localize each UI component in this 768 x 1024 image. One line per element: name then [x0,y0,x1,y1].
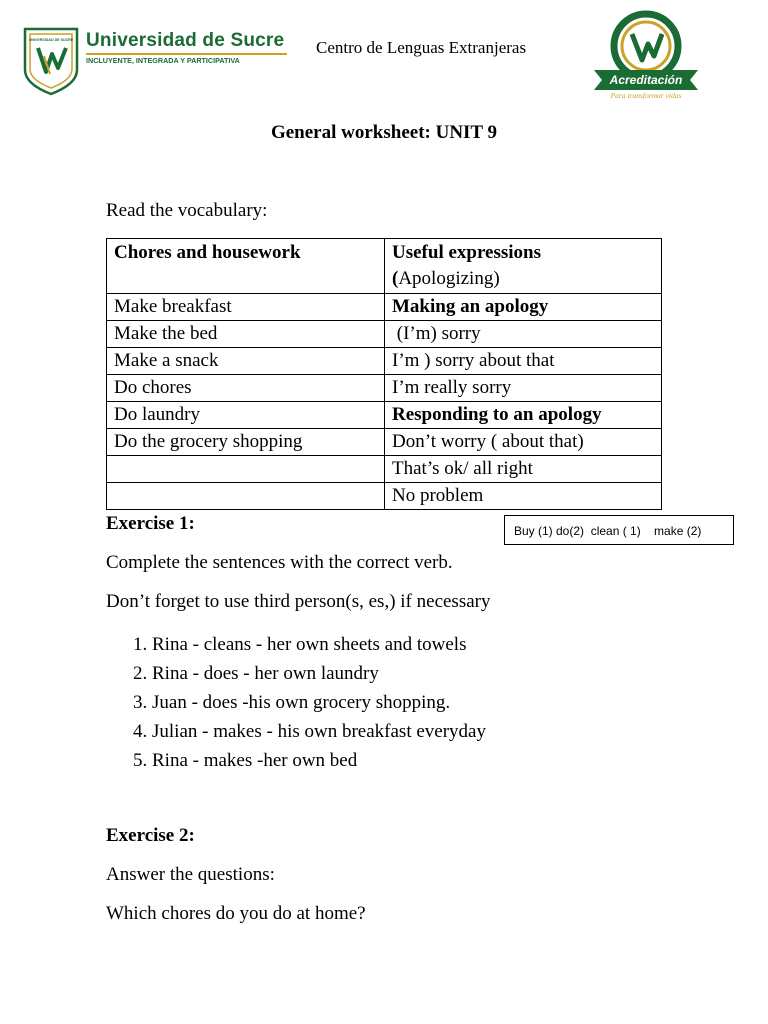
table-row [107,483,662,510]
word-bank-box: Buy (1) do(2) clean ( 1) make (2) [504,515,734,545]
expressions-header-sub: Apologizing) [398,268,500,289]
header-divider [86,53,287,55]
accreditation-text: Acreditación [609,73,683,87]
chore-cell [107,483,385,510]
column-header-expressions [385,239,662,294]
chore-cell: Make the bed [107,321,385,348]
exercise1-title: Exercise 1: [106,513,195,534]
university-name: Universidad de Sucre [86,30,285,51]
table-row [107,375,662,402]
list-item: 4. Julian - makes - his own breakfast everyday [152,717,486,746]
exercise1-note: Don’t forget to use third person(s, es,) if necessary [106,591,491,612]
accreditation-subtext: Para transformar vidas [610,91,682,100]
university-slogan: INCLUYENTE, INTEGRADA Y PARTICIPATIVA [86,56,240,65]
expression-cell: Don’t worry ( about that) [385,429,662,456]
expression-cell: (I’m) sorry [385,321,662,348]
worksheet-title: General worksheet: UNIT 9 [270,122,498,143]
exercise1-instruction: Complete the sentences with the correct verb. [106,552,453,573]
table-row [107,294,662,321]
table-row [107,321,662,348]
list-item: 5. Rina - makes -her own bed [152,746,486,775]
expression-cell: Making an apology [385,294,662,321]
table-row [107,429,662,456]
expression-cell: No problem [385,483,662,510]
column-header-chores: Chores and housework [107,239,385,294]
department-name: Centro de Lenguas Extranjeras [316,38,527,57]
exercise2-title: Exercise 2: [106,825,195,846]
exercise2-question: Which chores do you do at home? [106,903,366,924]
expressions-header-bold: Useful expressions [392,242,542,263]
table-row [107,456,662,483]
chore-cell: Do the grocery shopping [107,429,385,456]
chore-cell: Do laundry [107,402,385,429]
chore-cell: Make a snack [107,348,385,375]
chore-cell [107,456,385,483]
sentence-list [130,630,486,775]
list-item: 1. Rina - cleans - her own sheets and towels [152,630,486,659]
list-item: 2. Rina - does - her own laundry [152,659,486,688]
exercise2-instruction: Answer the questions: [106,864,275,885]
table-row [107,348,662,375]
chore-cell: Do chores [107,375,385,402]
vocabulary-table [106,238,662,510]
table-header-row [107,239,662,294]
table-row [107,402,662,429]
chore-cell: Make breakfast [107,294,385,321]
expression-cell: Responding to an apology [385,402,662,429]
accreditation-logo [590,8,702,100]
seal-text: UNIVERSIDAD DE SUCRE [28,38,74,42]
university-shield-logo [22,26,80,96]
expression-cell: That’s ok/ all right [385,456,662,483]
expression-cell: I’m ) sorry about that [385,348,662,375]
expressions-header-paren: ( [392,268,399,289]
list-item: 3. Juan - does -his own grocery shopping. [152,688,486,717]
vocabulary-intro: Read the vocabulary: [106,200,268,221]
expression-cell: I’m really sorry [385,375,662,402]
